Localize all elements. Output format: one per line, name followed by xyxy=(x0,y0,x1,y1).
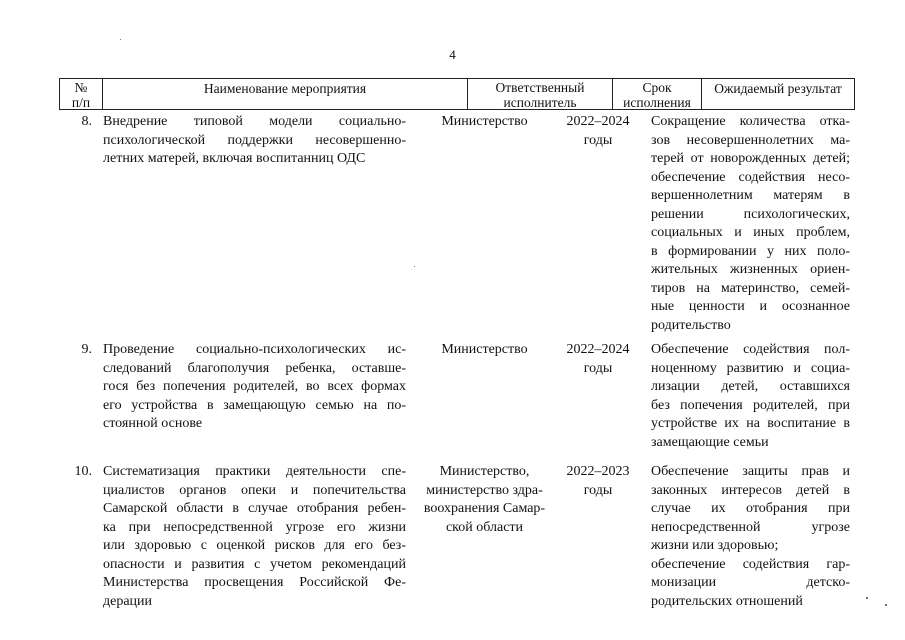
text-line: устройстве их на воспитание в xyxy=(651,416,850,431)
header-result-cell xyxy=(702,79,854,109)
text-line: Самарской области в случае отобрания ребен- xyxy=(103,501,406,516)
text-line: годы xyxy=(583,482,613,498)
row-measure-name xyxy=(103,463,406,611)
row-expected-result xyxy=(651,341,850,452)
text-line: ноценному развитию и социа- xyxy=(651,360,850,376)
text-line: ской области xyxy=(445,519,524,535)
row-term xyxy=(557,113,639,150)
text-line: министерство здра- xyxy=(426,482,543,498)
text-line: непосредственной угрозе xyxy=(651,519,850,535)
text-line: Систематизация практики деятельности спе- xyxy=(103,464,406,479)
text-line: психологической поддержки несовершенно- xyxy=(103,132,406,148)
text-line: 2022–2024 xyxy=(566,114,630,129)
text-line: законных интересов детей в xyxy=(651,482,850,498)
text-line: Министерства просвещения Российской Фе- xyxy=(103,575,406,590)
row-number: 8. xyxy=(81,114,92,129)
text-line: летних матерей, включая воспитанниц ОДС xyxy=(103,151,366,166)
text-line: лизации детей, оставшихся xyxy=(651,379,850,394)
scan-speck xyxy=(414,266,415,267)
text-line: воохранения Самар- xyxy=(423,501,546,516)
text-line: жительных жизненных ориен- xyxy=(651,262,850,277)
text-line: случае их отобрания при xyxy=(651,501,850,516)
text-line: годы xyxy=(583,360,613,376)
text-line: родительство xyxy=(651,317,731,333)
text-line: Сокращение количества отка- xyxy=(651,114,850,129)
table-header xyxy=(59,78,855,110)
row-responsible xyxy=(407,113,562,132)
header-name-cell xyxy=(103,79,468,109)
row-number: 10. xyxy=(74,464,92,479)
header-term-line-1: Срок xyxy=(642,80,672,95)
header-responsible-line-1: Ответственный xyxy=(495,80,585,95)
text-line: 2022–2024 xyxy=(566,342,630,357)
text-line: циалистов органов опеки и попечительства xyxy=(103,482,406,498)
text-line: решении психологических, xyxy=(651,206,850,222)
scan-speck xyxy=(120,39,121,40)
row-measure-name xyxy=(103,341,406,434)
text-line: годы xyxy=(583,132,613,148)
text-line: Внедрение типовой модели социально- xyxy=(103,114,406,129)
text-line: монизации детско- xyxy=(651,575,850,590)
row-expected-result xyxy=(651,463,850,611)
scan-speck xyxy=(885,604,887,606)
text-line: в формировании у них поло- xyxy=(651,243,850,259)
text-line: его устройства в замещающую семью на по- xyxy=(103,397,406,413)
text-line: родительских отношений xyxy=(651,593,803,609)
header-number-line-2: п/п xyxy=(71,95,91,110)
text-line: ка при непосредственной угрозе его жизни xyxy=(103,519,406,535)
text-line: Обеспечение содействия пол- xyxy=(651,342,850,357)
header-term-cell xyxy=(613,79,702,109)
header-number-line-1: № xyxy=(74,80,88,95)
row-number: 9. xyxy=(81,342,92,357)
header-result-label: Ожидаемый результат xyxy=(714,81,842,96)
text-line: Министерство xyxy=(441,342,528,357)
text-line: вершеннолетним матерям в xyxy=(651,188,850,203)
text-line: Обеспечение защиты прав и xyxy=(651,464,850,479)
text-line: опасности и развития с учетом рекомендаций xyxy=(103,556,406,572)
text-line: дерации xyxy=(103,593,153,609)
row-responsible xyxy=(407,463,562,537)
row-term xyxy=(557,463,639,500)
text-line: зов несовершеннолетних ма- xyxy=(651,132,850,148)
header-term-line-2: исполнения xyxy=(623,95,691,110)
scan-speck xyxy=(866,597,868,599)
header-responsible-line-2: исполнитель xyxy=(503,95,577,110)
text-line: обеспечение содействия несо- xyxy=(651,169,850,185)
header-responsible-cell xyxy=(468,79,613,109)
row-responsible xyxy=(407,341,562,360)
header-name-label: Наименование мероприятия xyxy=(203,81,367,96)
header-number-cell xyxy=(60,79,103,109)
text-line: стоянной основе xyxy=(103,416,203,431)
page-number: 4 xyxy=(449,47,456,62)
text-line: жизни или здоровью; xyxy=(651,538,779,553)
text-line: Проведение социально-психологических ис- xyxy=(103,342,406,357)
text-line: 2022–2023 xyxy=(566,464,630,479)
text-line: или здоровью с оценкой рисков для его без- xyxy=(103,538,406,553)
text-line: следований благополучия ребенка, оставше- xyxy=(103,360,406,376)
row-expected-result xyxy=(651,113,850,335)
text-line: гося без попечения родителей, во всех формах xyxy=(103,379,406,394)
text-line: Министерство xyxy=(441,114,528,129)
text-line: социальных и иных проблем, xyxy=(651,225,850,240)
text-line: тиров на материнство, семей- xyxy=(651,280,850,296)
row-measure-name xyxy=(103,113,406,169)
text-line: ные ценности и осознанное xyxy=(651,299,850,314)
text-line: обеспечение содействия гар- xyxy=(651,556,850,572)
text-line: терей от новорожденных детей; xyxy=(651,151,850,166)
text-line: замещающие семьи xyxy=(651,434,769,450)
text-line: Министерство, xyxy=(439,464,530,479)
text-line: без попечения родителей, при xyxy=(651,397,850,413)
row-term xyxy=(557,341,639,378)
